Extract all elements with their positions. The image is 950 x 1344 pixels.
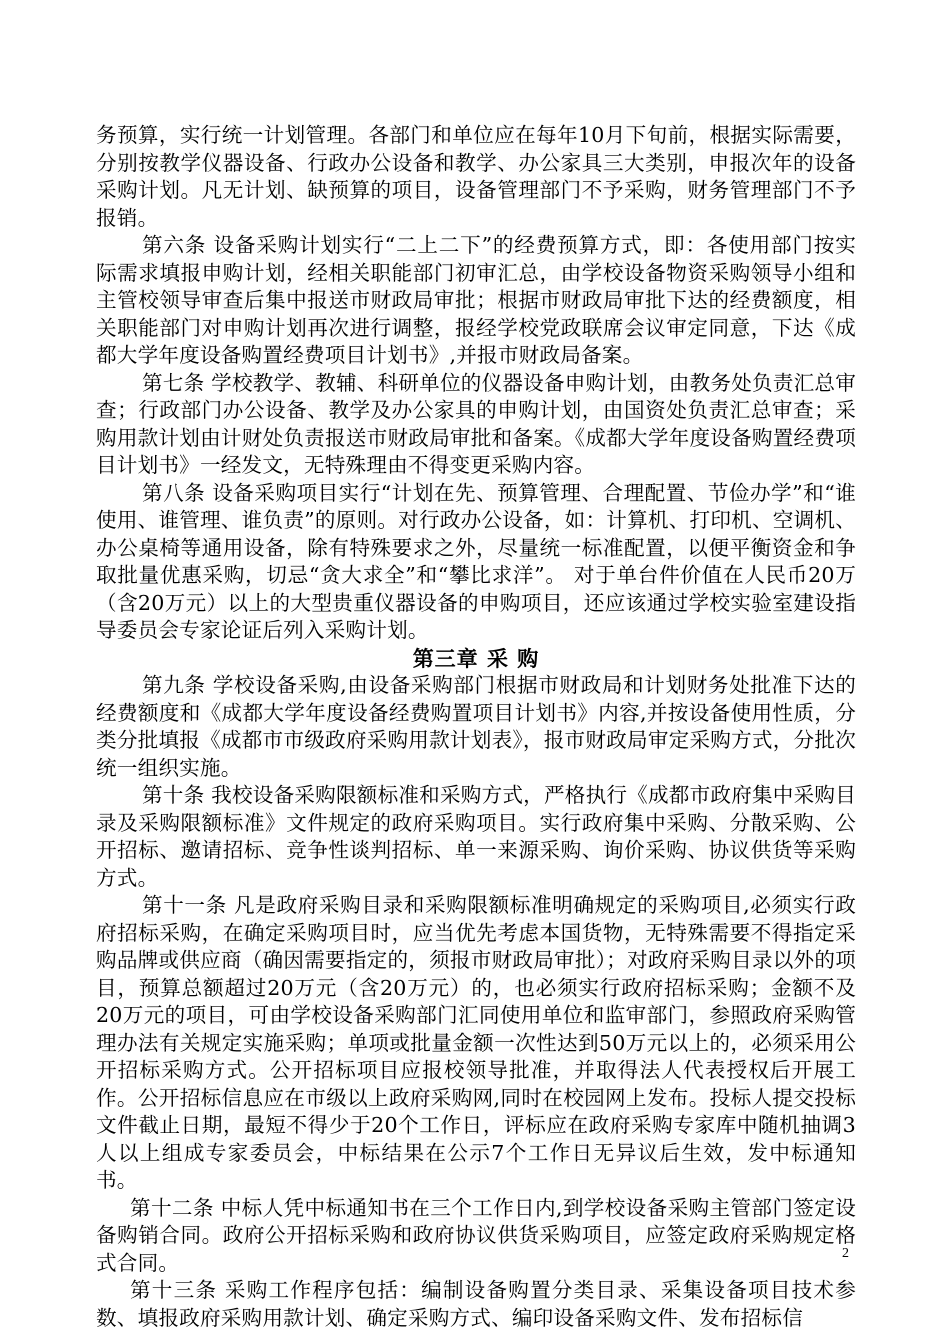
article-6: 第六条 设备采购计划实行“二上二下”的经费预算方式，即：各使用部门按实际需求填报申购计划，经相关职能部门初审汇总，由学校设备物资采购领导小组和主管校领导审查后集中报送市财政局审批；根据市财政局审批下达的经费额度，相关职能部门对申购计划再次进行调整，报经学校党政联席会议审定同意，下达《成都大学年度设备购置经费项目计划书》,并报市财政局备案。 — [96, 233, 856, 367]
chapter-3-heading: 第三章 采 购 — [412, 645, 540, 671]
article-10: 第十条 我校设备采购限额标准和采购方式，严格执行《成都市政府集中采购目录及采购限额标准》文件规定的政府采购项目。实行政府集中采购、分散采购、公开招标、邀请招标、竞争性谈判招标、单一来源采购、询价采购、协议供货等采购方式。 — [96, 783, 856, 890]
article-7: 第七条 学校教学、教辅、科研单位的仪器设备申购计划，由教务处负责汇总审查；行政部门办公设备、教学及办公家具的申购计划，由国资处负责汇总审查；采购用款计划由计财处负责报送市财政局审批和备案。《成都大学年度设备购置经费项目计划书》一经发文，无特殊理由不得变更采购内容。 — [96, 370, 856, 477]
article-12: 第十二条 中标人凭中标通知书在三个工作日内,到学校设备采购主管部门签定设备购销合同。政府公开招标采购和政府协议供货采购项目，应签定政府采购规定格式合同。 — [96, 1195, 856, 1275]
article-13: 第十三条 采购工作程序包括：编制设备购置分类目录、采集设备项目技术参数、填报政府采购用款计划、确定采购方式、编印设备采购文件、发布招标信 — [96, 1278, 856, 1330]
article-11: 第十一条 凡是政府采购目录和采购限额标准明确规定的采购项目,必须实行政府招标采购，在确定采购项目时，应当优先考虑本国货物，无特殊需要不得指定采购品牌或供应商（确因需要指定的，须报市财政局审批）；对政府采购目录以外的项目，预算总额超过20万元（含20万元）的，也必须实行政府招标采购；金额不及20万元的项目，可由学校设备采购部门汇同使用单位和监审部门，参照政府采购管理办法有关规定实施采购；单项或批量金额一次性达到50万元以上的，必须采用公开招标采购方式。公开招标项目应报校领导批准，并取得法人代表授权后开展工作。公开招标信息应在市级以上政府采购网,同时在校园网上发布。投标人提交投标文件截止日期，最短不得少于20个工作日，评标应在政府采购专家库中随机抽调3人以上组成专家委员会，中标结果在公示7个工作日无异议后生效，发中标通知书。 — [96, 893, 856, 1192]
document-body — [96, 122, 856, 1332]
paragraph-continued: 务预算，实行统一计划管理。各部门和单位应在每年10月下旬前，根据实际需要，分别按教学仪器设备、行政办公设备和教学、办公家具三大类别，申报次年的设备采购计划。凡无计划、缺预算的项目，设备管理部门不予采购，财务管理部门不予报销。 — [96, 123, 856, 230]
page-number: 2 — [842, 1246, 849, 1261]
article-9: 第九条 学校设备采购,由设备采购部门根据市财政局和计划财务处批准下达的经费额度和《成都大学年度设备经费购置项目计划书》内容,并按设备使用性质，分类分批填报《成都市市级政府采购用款计划表》，报市财政局审定采购方式，分批次统一组织实施。 — [96, 673, 856, 780]
article-8: 第八条 设备采购项目实行“计划在先、预算管理、合理配置、节俭办学”和“谁使用、谁管理、谁负责”的原则。对行政办公设备，如：计算机、打印机、空调机、办公桌椅等通用设备，除有特殊要求之外，尽量统一标准配置，以便平衡资金和争取批量优惠采购，切忌“贪大求全”和“攀比求洋”。 对于单台件价值在人民币20万（含20万元）以上的大型贵重仪器设备的申购项目，还应该通过学校实验室建设指导委员会专家论证后列入采购计划。 — [96, 480, 856, 642]
